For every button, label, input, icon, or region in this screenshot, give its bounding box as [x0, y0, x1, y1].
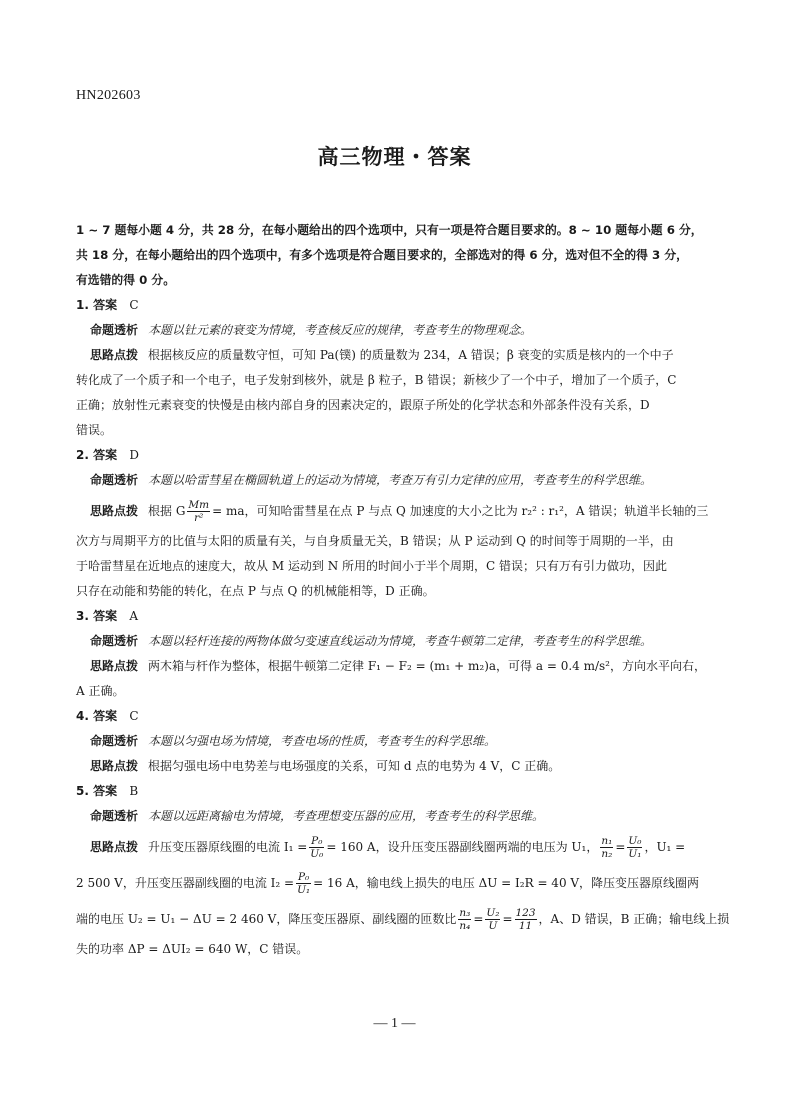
hint-text: = 160 A，设升压变压器副线圈两端的电压为 U₁，: [326, 840, 599, 854]
intent-row: [90, 468, 716, 493]
hint-row: [90, 754, 716, 779]
hint-text: ，A、D 错误，B 正确；输电线上损: [538, 912, 730, 926]
answer-label: 答案: [93, 609, 118, 623]
hint-text: =: [502, 912, 513, 926]
answer-heading: [76, 443, 716, 468]
question-number: 1.: [76, 298, 89, 312]
answer-heading: [76, 604, 716, 629]
hint-label: 思路点拨: [90, 659, 139, 673]
hint-label: 思路点拨: [90, 348, 139, 362]
fraction: $\frac{\text{P₀}}{\text{U₁}}$: [297, 871, 311, 896]
hint-text: =: [615, 840, 626, 854]
answer-choice: B: [129, 784, 139, 798]
question-number: 3.: [76, 609, 89, 623]
fraction: $\frac{123}{11}$: [515, 907, 536, 932]
answer-choice: D: [129, 448, 139, 462]
intent-row: [90, 629, 716, 654]
hint-text: = 16 A，输电线上损失的电压 ΔU = I₂R = 40 V，降压变压器原线圈两: [313, 876, 700, 890]
scoring-instructions: [76, 218, 716, 293]
intent-label: 命题透析: [90, 323, 139, 337]
gravity-fraction: $\frac{Mm}{\text{r²}}$: [188, 499, 210, 524]
fraction: $\frac{\text{P₀}}{\text{U₀}}$: [310, 835, 324, 860]
intent-row: [90, 318, 716, 343]
answer-label: 答案: [93, 784, 118, 798]
hint-row: [90, 343, 716, 368]
hint-text: 根据匀强电场中电势差与电场强度的关系，可知 d 点的电势为 4 V，C 正确。: [148, 759, 561, 773]
question-number: 5.: [76, 784, 89, 798]
question-5: [76, 779, 730, 962]
question-number: 2.: [76, 448, 89, 462]
document-code: HN202603: [76, 88, 141, 103]
hint-text: 2 500 V，升压变压器副线圈的电流 I₂ =: [76, 876, 295, 890]
hint-text: = ma，可知哈雷彗星在点 P 与点 Q 加速度的大小之比为 r₂² : r₁²，A 错误；轨道半长轴的三: [212, 504, 709, 518]
hint-text: 转化成了一个质子和一个电子，电子发射到核外，就是 β 粒子，B 错误；新核少了一个中子，增加了一个质子，C: [76, 373, 677, 387]
answer-label: 答案: [93, 709, 118, 723]
intent-row: [90, 804, 716, 829]
question-4: [76, 704, 716, 779]
answer-heading: [76, 704, 716, 729]
hint-text: 两木箱与杆作为整体，根据牛顿第二定律 F₁ − F₂ = (m₁ + m₂)a，可得 a = 0.4 m/s²，方向水平向右，: [148, 659, 706, 673]
page-title: 高三物理・答案: [317, 145, 472, 169]
hint-text: ，U₁ =: [644, 840, 686, 854]
fraction: $\frac{\text{n₁}}{\text{n₂}}$: [601, 835, 613, 860]
answer-label: 答案: [93, 298, 118, 312]
hint-label: 思路点拨: [90, 840, 139, 854]
hint-text: 次方与周期平方的比值与太阳的质量有关，与自身质量无关，B 错误；从 P 运动到 Q 的时间等于周期的一半，由: [76, 534, 674, 548]
intent-label: 命题透析: [90, 473, 139, 487]
hint-text: 根据 G: [148, 504, 186, 518]
hint-text: 正确；放射性元素衰变的快慢是由核内部自身的因素决定的，跟原子所处的化学状态和外部条件没有关系，D: [76, 398, 650, 412]
hint-text: =: [473, 912, 484, 926]
hint-text: 端的电压 U₂ = U₁ − ΔU = 2 460 V，降压变压器原、副线圈的匝数比: [76, 912, 457, 926]
question-3: [76, 604, 716, 704]
hint-row: [76, 865, 716, 901]
intent-label: 命题透析: [90, 734, 139, 748]
fraction: $\frac{\text{U₀}}{\text{U₁}}$: [628, 835, 642, 860]
answer-content: [76, 218, 730, 962]
hint-text: 根据核反应的质量数守恒，可知 Pa(镤) 的质量数为 234，A 错误；β 衰变的实质是核内的一个中子: [148, 348, 674, 362]
intent-text: 本题以匀强电场为情境，考查电场的性质，考查考生的科学思维。: [148, 734, 497, 748]
intent-label: 命题透析: [90, 809, 139, 823]
question-number: 4.: [76, 709, 89, 723]
answer-heading: [76, 293, 716, 318]
hint-text: 只存在动能和势能的转化，在点 P 与点 Q 的机械能相等，D 正确。: [76, 584, 435, 598]
intent-text: 本题以轻杆连接的两物体做匀变速直线运动为情境，考查牛顿第二定律，考查考生的科学思维。: [148, 634, 653, 648]
intent-text: 本题以远距离输电为情境，考查理想变压器的应用，考查考生的科学思维。: [148, 809, 545, 823]
fraction: $\frac{\text{U₂}}{U}$: [486, 907, 500, 932]
instruction-line: 共 18 分，在每小题给出的四个选项中，有多个选项是符合题目要求的，全部选对的得 6 分，选对但不全的得 3 分，: [76, 248, 688, 262]
hint-text: 于哈雷彗星在近地点的速度大，故从 M 运动到 N 所用的时间小于半个周期，C 错误；只有万有引力做功，因此: [76, 559, 668, 573]
answer-choice: C: [129, 298, 139, 312]
hint-text: 失的功率 ΔP = ΔUI₂ = 640 W，C 错误。: [76, 942, 309, 956]
hint-text: A 正确。: [76, 684, 125, 698]
hint-text: 升压变压器原线圈的电流 I₁ =: [148, 840, 308, 854]
question-2: [76, 443, 716, 604]
question-1: [76, 293, 716, 443]
intent-label: 命题透析: [90, 634, 139, 648]
hint-label: 思路点拨: [90, 504, 139, 518]
hint-row: [90, 829, 716, 865]
intent-text: 本题以哈雷彗星在椭圆轨道上的运动为情境，考查万有引力定律的应用，考查考生的科学思维。: [148, 473, 653, 487]
answer-label: 答案: [93, 448, 118, 462]
hint-label: 思路点拨: [90, 759, 139, 773]
hint-row: [90, 493, 716, 529]
instruction-line: 1 ~ 7 题每小题 4 分，共 28 分，在每小题给出的四个选项中，只有一项是符合题目要求的。8 ~ 10 题每小题 6 分，: [76, 223, 703, 237]
instruction-line: 有选错的得 0 分。: [76, 273, 176, 287]
intent-text: 本题以钍元素的衰变为情境，考查核反应的规律，考查考生的物理观念。: [148, 323, 533, 337]
hint-row: [90, 654, 716, 679]
fraction: $\frac{\text{n₃}}{\text{n₄}}$: [459, 907, 471, 932]
hint-row: [76, 901, 730, 937]
answer-choice: C: [129, 709, 139, 723]
answer-choice: A: [129, 609, 138, 623]
intent-row: [90, 729, 716, 754]
page-number: — 1 —: [373, 1016, 416, 1031]
answer-heading: [76, 779, 716, 804]
hint-text: 错误。: [76, 423, 113, 437]
